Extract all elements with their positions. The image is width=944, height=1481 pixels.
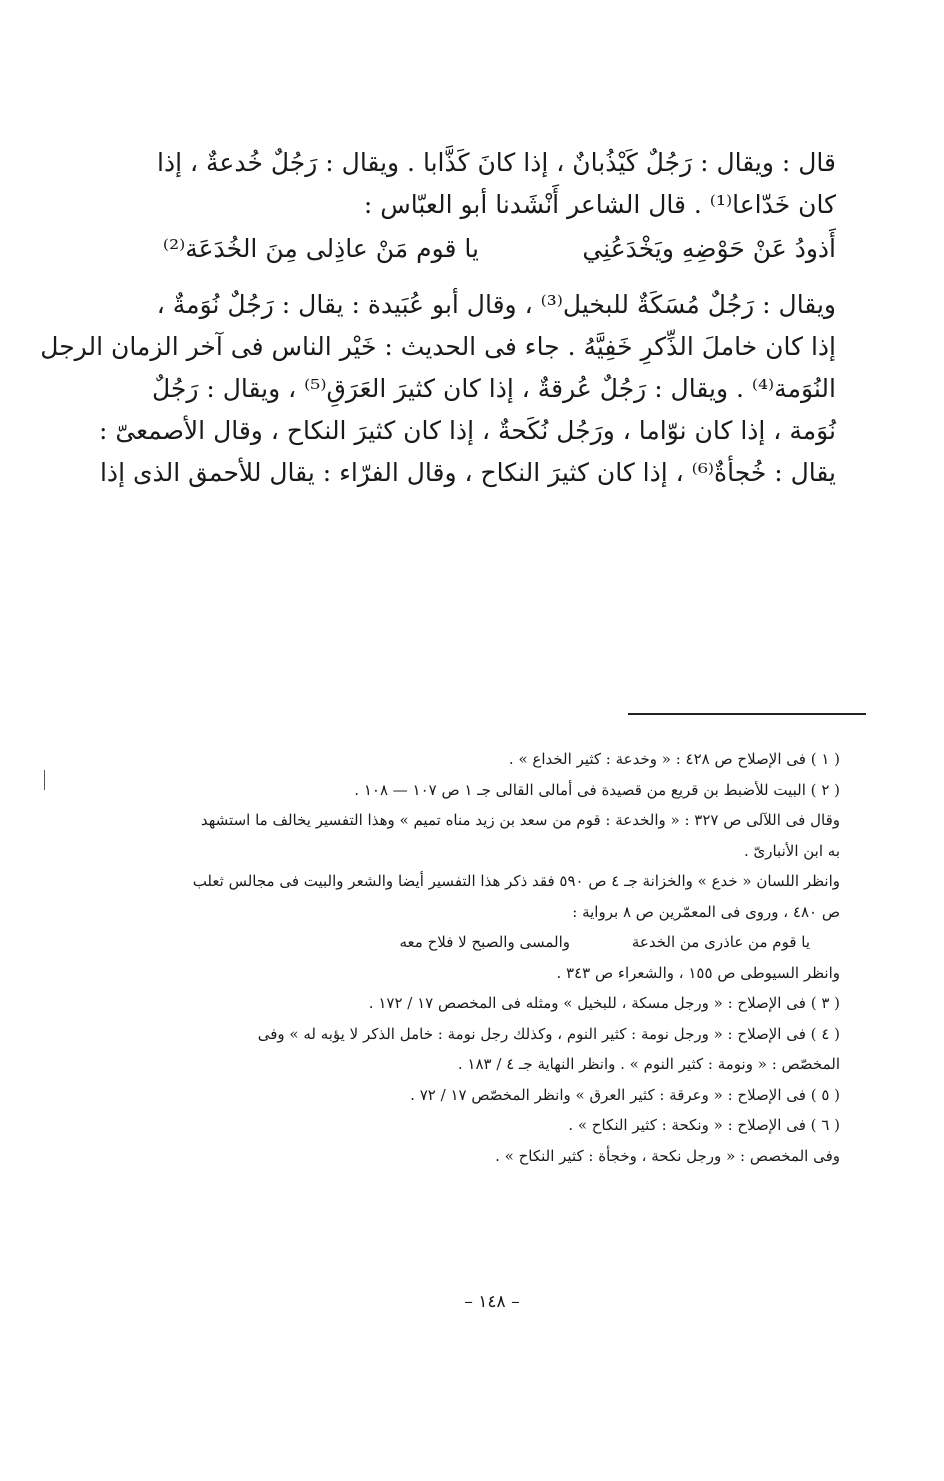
text-line: إذا كان خاملَ الذِّكرِ خَفِيَّهُ . جاء فى الحديث : خَيْر الناس فى آخر الزمان الرجل	[40, 332, 836, 361]
footnote-verse-second-hemistich: والمسى والصبح لا فلاح معه	[399, 933, 570, 951]
footnote-verse-first-hemistich: يا قوم من عاذرى من الخدعة	[631, 933, 810, 951]
footnote-6: ( ٦ ) فى الإصلاح : « ونكحة : كثير النكاح » .	[568, 1116, 840, 1134]
footnote-2-continued: وانظر اللسان « خدع » والخزانة جـ ٤ ص ٥٩٠ فقد ذكر هذا التفسير أيضا والشعر والبيت فى مجالس ثعلب	[192, 872, 840, 890]
footnote-2: ( ٢ ) البيت للأضبط بن قريع من قصيدة فى أمالى القالى جـ ١ ص ١٠٧ — ١٠٨ .	[354, 780, 840, 799]
text-line: قال : ويقال : رَجُلٌ كَيْذُبانٌ ، إذا كانَ كَذَّابا . ويقال : رَجُلٌ خُدعةٌ ، إذا	[157, 148, 836, 177]
footnote-6-continued: وفى المخصص : « ورجل نكحة ، وخجأة : كثير النكاح » .	[495, 1146, 840, 1165]
footnote-5: ( ٥ ) فى الإصلاح : « وعرقة : كثير العرق » وانظر المخصّص ١٧ / ٧٢ .	[410, 1085, 840, 1104]
margin-mark	[44, 770, 45, 790]
footnote-4: ( ٤ ) فى الإصلاح : « ورجل نومة : كثير النوم ، وكذلك رجل نومة : خامل الذكر لا يؤبه له » وفى	[257, 1024, 840, 1043]
poem-verse	[128, 226, 836, 284]
footnote-1: ( ١ ) فى الإصلاح ص ٤٢٨ : « وخدعة : كثير الخداع » .	[508, 750, 840, 768]
footnote-3: ( ٣ ) فى الإصلاح : « ورجل مسكة ، للبخيل » ومثله فى المخصص ١٧ / ١٧٢ .	[368, 994, 840, 1012]
footnote-verse	[118, 927, 840, 958]
footnote-2-continued: وقال فى اللآلى ص ٣٢٧ : « والخدعة : قوم من سعد بن زيد مناه تميم » وهذا التفسير يخالف ما استشهد	[200, 811, 840, 829]
text-line: نُوَمة ، إذا كان نوّاما ، ورَجُل نُكَحةٌ ، إذا كان كثيرَ النكاح ، وقال الأصمعىّ :	[98, 416, 836, 445]
page-number: – ١٤٨ –	[464, 1292, 520, 1312]
text-line: كان خَدّاعا⁽¹⁾ . قال الشاعر أَنْشَدنا أبو العبّاس :	[363, 190, 836, 219]
text-line: ويقال : رَجُلٌ مُسَكَةٌ للبخيل⁽³⁾ ، وقال أبو عُبَيدة : يقال : رَجُلٌ نُوَمةٌ ،	[156, 290, 836, 319]
footnote-2-continued: ص ٤٨٠ ، وروى فى المعمّرين ص ٨ برواية :	[572, 902, 840, 921]
verse-first-hemistich: أَذودُ عَنْ حَوْضِهِ ويَخْدَعُنِي	[582, 234, 836, 263]
verse-second-hemistich: يا قوم مَنْ عاذِلى مِنَ الخُدَعَة⁽²⁾	[162, 234, 479, 263]
footnote-separator	[628, 713, 866, 715]
footnote-2-continued: به ابن الأنبارىّ .	[743, 841, 840, 860]
text-line: يقال : خُجأةٌ⁽⁶⁾ ، إذا كان كثيرَ النكاح ، وقال الفرّاء : يقال للأحمق الذى إذا	[99, 458, 836, 487]
text-line: النُوَمة⁽⁴⁾ . ويقال : رَجُلٌ عُرقةٌ ، إذا كان كثيرَ العَرَقِ⁽⁵⁾ ، ويقال : رَجُلٌ	[151, 374, 836, 403]
footnote-2-continued: وانظر السيوطى ص ١٥٥ ، والشعراء ص ٣٤٣ .	[556, 963, 840, 982]
main-text	[40, 142, 836, 494]
footnotes	[118, 744, 840, 1171]
footnote-4-continued: المخصّص : « ونومة : كثير النوم » . وانظر النهاية جـ ٤ / ١٨٣ .	[457, 1055, 840, 1073]
